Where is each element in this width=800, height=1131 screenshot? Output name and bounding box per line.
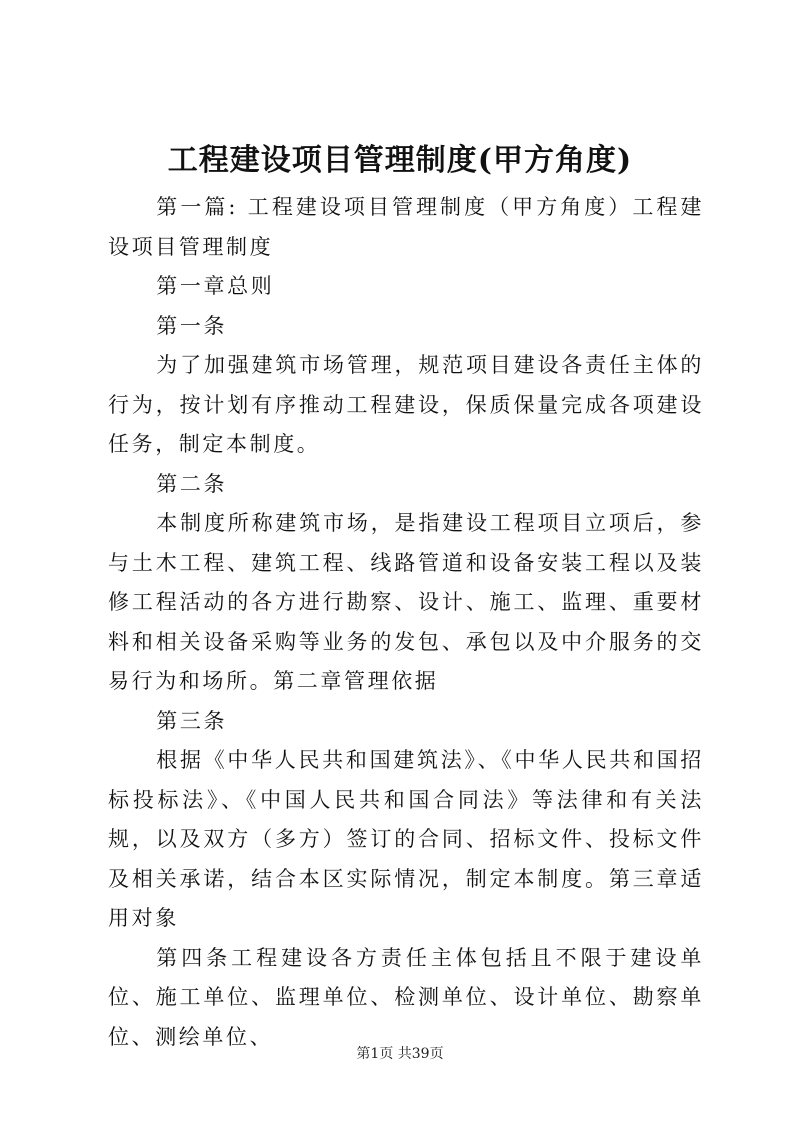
document-title: 工程建设项目管理制度(甲方角度) <box>167 143 633 178</box>
paragraph-article-2-body: 本制度所称建筑市场，是指建设工程项目立项后，参与土木工程、建筑工程、线路管道和设备安装工程以及装修工程活动的各方进行勘察、设计、施工、监理、重要材料和相关设备采购等业务的发包、承包以及中介服务的交易行为和场所。第二章管理依据 <box>108 511 704 693</box>
paragraph-article-2-heading: 第二条 <box>156 471 228 496</box>
page-number-footer: 第1页 共39页 <box>356 1046 444 1062</box>
paragraph-article-4-body: 第四条工程建设各方责任主体包括且不限于建设单位、施工单位、监理单位、检测单位、设计单位、勘察单位、测绘单位、 <box>108 945 704 1049</box>
paragraph-part-heading: 第一篇: 工程建设项目管理制度（甲方角度）工程建设项目管理制度 <box>108 195 704 259</box>
paragraph-article-3-heading: 第三条 <box>156 708 228 733</box>
document-body <box>108 188 704 1057</box>
paragraph-chapter-1: 第一章总则 <box>156 274 275 298</box>
paragraph-article-3-body: 根据《中华人民共和国建筑法》、《中华人民共和国招标投标法》、《中国人民共和国合同法》等法律和有关法规，以及双方（多方）签订的合同、招标文件、投标文件及相关承诺，结合本区实际情况，制定本制度。第三章适用对象 <box>108 748 704 930</box>
paragraph-article-1-body: 为了加强建筑市场管理，规范项目建设各责任主体的行为，按计划有序推动工程建设，保质保量完成各项建设任务，制定本制度。 <box>108 353 704 456</box>
paragraph-article-1-heading: 第一条 <box>156 313 228 338</box>
